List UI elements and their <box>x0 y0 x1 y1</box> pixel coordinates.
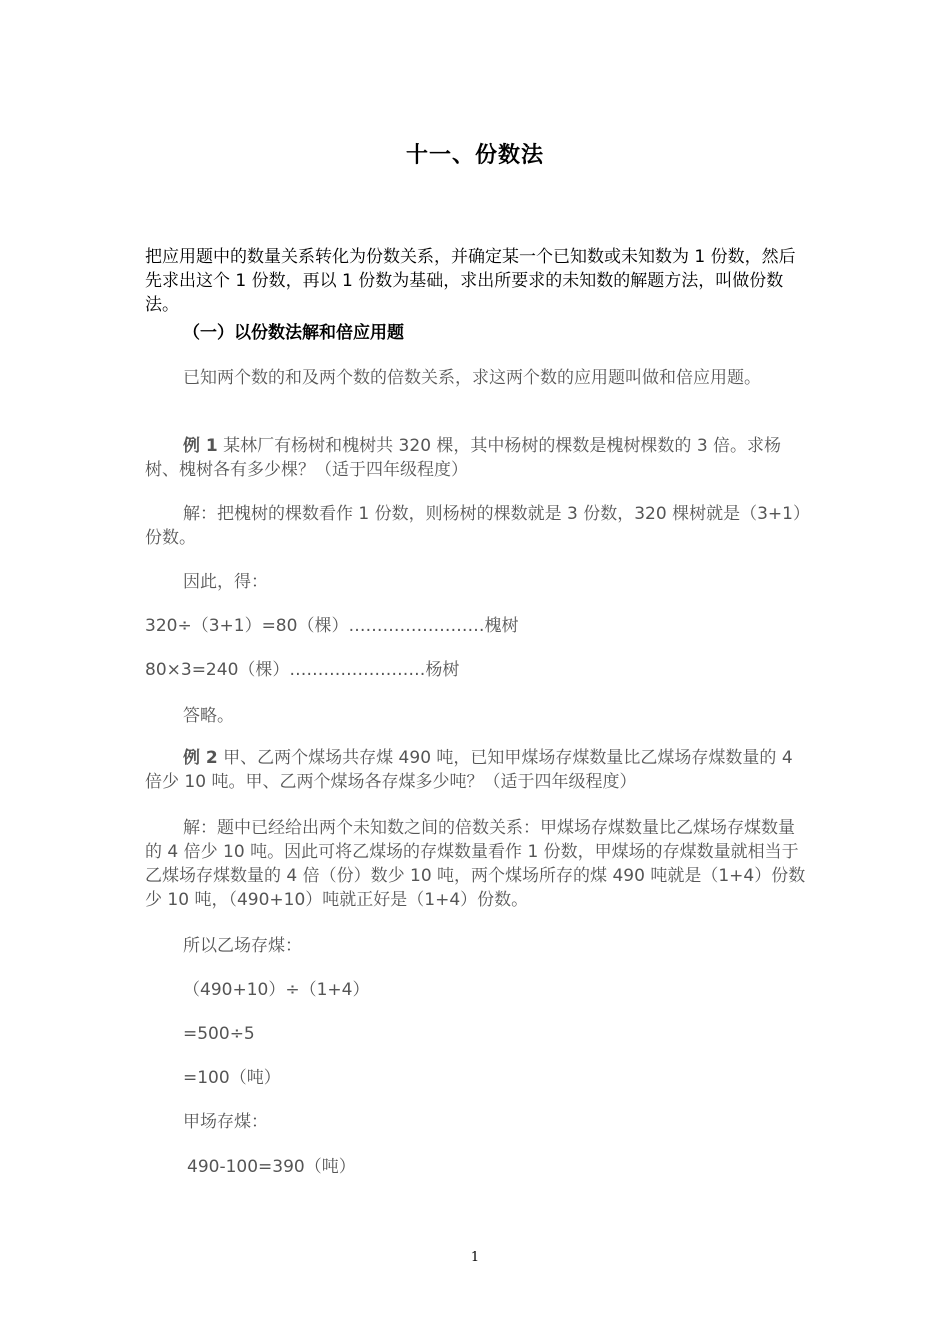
page-title: 十一、份数法 <box>405 143 544 168</box>
example2-yi-label: 所以乙场存煤： <box>183 936 302 956</box>
example2-yi-step3: =100（吨） <box>183 1068 281 1088</box>
example1-step1: 320÷（3+1）=80（棵）……………………槐树 <box>145 616 519 636</box>
example2-yi-step2: =500÷5 <box>183 1024 255 1044</box>
example2-jia-step1: 490-100=390（吨） <box>187 1157 356 1177</box>
definition-paragraph: 已知两个数的和及两个数的倍数关系，求这两个数的应用题叫做和倍应用题。 <box>183 368 761 388</box>
example2-label: 例 2 <box>183 748 218 768</box>
page-number: 1 <box>470 1250 480 1265</box>
example1-therefore: 因此，得： <box>183 572 268 592</box>
example2-jia-label: 甲场存煤： <box>183 1112 268 1132</box>
example2-solution: 解：题中已经给出两个未知数之间的倍数关系：甲煤场存煤数量比乙煤场存煤数量的 4 倍少 10 吨。因此可将乙煤场的存煤数量看作 1 份数，甲煤场的存煤数量就相当于乙煤场存煤数量的 4 倍（份）数少 10 吨，两个煤场所存的煤 490 吨就是（1+4）份数少 10 吨，（490+10）吨就正好是（1+4）份数。 <box>145 818 806 910</box>
example1-answer: 答略。 <box>183 706 234 726</box>
example1-step2: 80×3=240（棵）……………………杨树 <box>145 660 460 680</box>
example1-paragraph <box>145 434 810 482</box>
example1-question: 某林厂有杨树和槐树共 320 棵，其中杨树的棵数是槐树棵数的 3 倍。求杨树、槐树各有多少棵？（适于四年级程度） <box>145 436 782 480</box>
example1-solution: 解：把槐树的棵数看作 1 份数，则杨树的棵数就是 3 份数，320 棵树就是（3+1）份数。 <box>145 504 810 548</box>
example2-question: 甲、乙两个煤场共存煤 490 吨，已知甲煤场存煤数量比乙煤场存煤数量的 4 倍少 10 吨。甲、乙两个煤场各存煤多少吨？（适于四年级程度） <box>145 748 793 792</box>
intro-paragraph: 把应用题中的数量关系转化为份数关系，并确定某一个已知数或未知数为 1 份数，然后先求出这个 1 份数，再以 1 份数为基础，求出所要求的未知数的解题方法，叫做份数法。 <box>145 247 796 315</box>
section-heading: （一）以份数法解和倍应用题 <box>183 323 404 343</box>
example1-label: 例 1 <box>183 436 218 456</box>
example2-yi-step1: （490+10）÷（1+4） <box>183 980 370 1000</box>
example2-paragraph <box>145 746 810 794</box>
